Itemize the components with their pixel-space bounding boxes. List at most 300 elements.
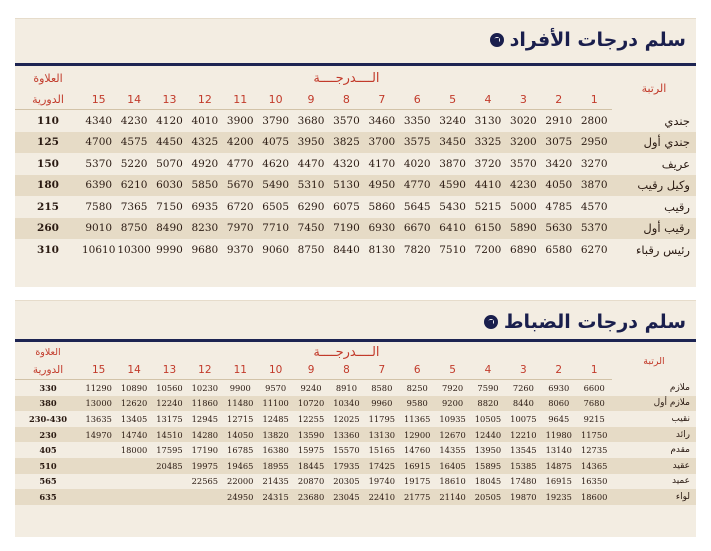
salary-cell: 19870 xyxy=(506,489,541,505)
salary-cell: 12945 xyxy=(191,413,219,424)
grade-number: 5 xyxy=(435,361,470,380)
salary-cell: 6075 xyxy=(333,200,360,213)
salary-cell: 4020 xyxy=(403,157,431,170)
rank-header: الرتبة xyxy=(643,355,665,367)
salary-cell: 12240 xyxy=(152,396,187,412)
grade-number: 7 xyxy=(364,89,399,110)
salary-cell: 19175 xyxy=(404,476,431,487)
grade-number: 12 xyxy=(187,361,222,380)
grade-number: 14 xyxy=(116,361,151,380)
salary-cell: 7970 xyxy=(223,218,258,240)
rank-cell: مقدم xyxy=(670,445,690,456)
salary-cell: 8490 xyxy=(152,218,187,240)
salary-cell: 6030 xyxy=(152,175,187,197)
salary-cell: 9010 xyxy=(81,218,116,240)
salary-cell: 13130 xyxy=(364,427,399,443)
rank-cell: عميد xyxy=(671,476,690,487)
salary-cell: 17935 xyxy=(329,458,364,474)
salary-cell: 4570 xyxy=(580,200,608,213)
salary-cell: 5850 xyxy=(187,175,222,197)
rank-cell: عريف xyxy=(661,156,690,171)
salary-cell: 6670 xyxy=(400,218,435,240)
salary-cell: 4170 xyxy=(368,157,396,170)
salary-cell: 4950 xyxy=(364,175,399,197)
salary-cell: 13635 xyxy=(85,413,112,424)
salary-cell: 6600 xyxy=(583,382,605,393)
salary-cell: 4050 xyxy=(541,175,576,197)
table-row xyxy=(15,175,696,197)
salary-cell: 15165 xyxy=(368,445,396,456)
salary-cell: 19465 xyxy=(223,458,258,474)
grade-number: 9 xyxy=(293,361,328,380)
rank-cell: عقيد xyxy=(612,458,696,474)
salary-cell: 14970 xyxy=(81,427,116,443)
grade-numbers-row xyxy=(15,89,696,110)
salary-cell xyxy=(81,458,116,474)
salary-cell: 3575 xyxy=(400,132,435,154)
grade-number: 5 xyxy=(435,89,470,110)
rank-cell: رئيس رقباء xyxy=(636,242,690,257)
salary-cell: 5630 xyxy=(541,218,576,240)
salary-cell xyxy=(152,474,187,490)
salary-cell: 11290 xyxy=(85,382,112,393)
grade-number: 10 xyxy=(258,361,293,380)
rank-cell: وكيل رقيب xyxy=(612,175,696,197)
title-divider xyxy=(15,63,696,66)
allowance-cell: 230 xyxy=(15,427,81,443)
grade-number: 7 xyxy=(364,361,399,380)
salary-cell: 5220 xyxy=(120,157,148,170)
rank-cell: رائد xyxy=(612,427,696,443)
salary-cell: 3570 xyxy=(510,157,537,170)
salary-cell: 20870 xyxy=(297,476,325,487)
salary-cell: 11980 xyxy=(541,427,576,443)
grade-number: 11 xyxy=(223,361,258,380)
salary-cell: 20485 xyxy=(152,458,187,474)
salary-cell: 8750 xyxy=(116,218,151,240)
salary-cell: 6270 xyxy=(580,243,608,256)
salary-cell: 4410 xyxy=(470,175,505,197)
salary-cell: 4230 xyxy=(120,114,148,127)
salary-cell: 4230 xyxy=(506,175,541,197)
salary-cell: 17425 xyxy=(364,458,399,474)
salary-cell: 6890 xyxy=(510,243,537,256)
salary-cell: 3900 xyxy=(226,114,254,127)
allowance-cell: 565 xyxy=(39,476,57,487)
salary-cell: 7590 xyxy=(477,382,499,393)
salary-cell: 6210 xyxy=(116,175,151,197)
grade-numbers-row xyxy=(15,361,696,380)
allowance-cell: 635 xyxy=(15,489,81,505)
salary-cell: 7190 xyxy=(329,218,364,240)
salary-cell: 17480 xyxy=(510,476,537,487)
salary-cell: 12620 xyxy=(116,396,151,412)
grade-number: 4 xyxy=(470,361,505,380)
individuals-table xyxy=(15,67,696,261)
salary-cell: 13140 xyxy=(545,445,572,456)
salary-cell: 6390 xyxy=(81,175,116,197)
salary-cell: 12440 xyxy=(470,427,505,443)
grade-number: 15 xyxy=(81,89,116,110)
grade-header: الــــدرجــــة xyxy=(313,344,380,360)
salary-cell: 9215 xyxy=(583,413,605,424)
salary-cell: 12210 xyxy=(506,427,541,443)
salary-cell: 11100 xyxy=(258,396,293,412)
salary-cell: 8580 xyxy=(371,382,393,393)
grade-number: 15 xyxy=(81,361,116,380)
salary-cell: 9570 xyxy=(265,382,287,393)
salary-cell: 8230 xyxy=(187,218,222,240)
salary-cell: 2800 xyxy=(580,114,608,127)
rank-cell: جندي xyxy=(664,113,690,128)
grade-number: 2 xyxy=(541,89,576,110)
grade-number: 9 xyxy=(293,89,328,110)
salary-cell: 6930 xyxy=(364,218,399,240)
table-row xyxy=(15,458,696,474)
salary-cell: 2910 xyxy=(545,114,573,127)
salary-cell: 9960 xyxy=(364,396,399,412)
allowance-header: العلاوة xyxy=(35,346,61,358)
salary-cell: 6720 xyxy=(226,200,254,213)
salary-cell: 8910 xyxy=(335,382,357,393)
salary-cell: 6930 xyxy=(548,382,570,393)
salary-cell: 10340 xyxy=(329,396,364,412)
grade-number: 3 xyxy=(506,361,541,380)
salary-cell: 3720 xyxy=(474,157,502,170)
allowance-header: العلاوة xyxy=(33,71,63,85)
salary-cell: 12255 xyxy=(297,413,325,424)
grade-number: 11 xyxy=(223,89,258,110)
grade-number: 10 xyxy=(258,89,293,110)
salary-cell: 14365 xyxy=(576,458,611,474)
salary-cell: 11860 xyxy=(187,396,222,412)
salary-cell: 9240 xyxy=(300,382,322,393)
salary-cell: 3790 xyxy=(262,114,290,127)
salary-cell: 5645 xyxy=(403,200,431,213)
salary-cell: 9060 xyxy=(262,243,290,256)
rank-cell: رقيب xyxy=(664,199,690,214)
grade-number: 6 xyxy=(400,361,435,380)
table-row xyxy=(15,489,696,505)
grade-number: 12 xyxy=(187,89,222,110)
salary-cell: 7260 xyxy=(512,382,534,393)
salary-cell: 14355 xyxy=(439,445,466,456)
salary-cell: 7510 xyxy=(439,243,466,256)
salary-cell: 6290 xyxy=(297,200,325,213)
salary-cell: 5310 xyxy=(293,175,328,197)
salary-cell: 12735 xyxy=(580,445,608,456)
salary-cell: 10075 xyxy=(510,413,537,424)
salary-cell: 18045 xyxy=(474,476,502,487)
salary-cell: 12715 xyxy=(227,413,254,424)
officers-scale-panel xyxy=(15,300,696,537)
salary-cell: 6150 xyxy=(470,218,505,240)
salary-cell: 16350 xyxy=(580,476,608,487)
salary-cell: 5430 xyxy=(439,200,466,213)
rank-cell: نقيب xyxy=(671,413,690,424)
salary-cell: 4325 xyxy=(187,132,222,154)
salary-cell: 23045 xyxy=(329,489,364,505)
salary-cell: 4575 xyxy=(116,132,151,154)
salary-cell: 4120 xyxy=(156,114,183,127)
salary-cell: 4770 xyxy=(226,157,254,170)
table-row xyxy=(15,442,696,458)
officers-title-row xyxy=(484,311,686,333)
salary-cell: 9990 xyxy=(156,243,183,256)
salary-cell: 16405 xyxy=(435,458,470,474)
grade-number: 3 xyxy=(506,89,541,110)
salary-cell: 4450 xyxy=(152,132,187,154)
salary-cell: 3460 xyxy=(368,114,396,127)
salary-cell: 22565 xyxy=(191,476,219,487)
salary-cell: 16915 xyxy=(400,458,435,474)
rank-cell: لواء xyxy=(612,489,696,505)
salary-cell: 13360 xyxy=(329,427,364,443)
salary-cell xyxy=(116,474,151,490)
salary-cell: 9680 xyxy=(191,243,219,256)
salary-cell: 18600 xyxy=(576,489,611,505)
salary-cell: 18955 xyxy=(258,458,293,474)
salary-cell: 8250 xyxy=(406,382,428,393)
salary-cell: 20505 xyxy=(470,489,505,505)
salary-cell: 10890 xyxy=(120,382,148,393)
salary-cell: 7580 xyxy=(85,200,113,213)
salary-cell: 4590 xyxy=(435,175,470,197)
table-row xyxy=(15,474,696,490)
salary-cell: 9200 xyxy=(435,396,470,412)
salary-cell: 9370 xyxy=(226,243,254,256)
salary-cell: 4470 xyxy=(297,157,325,170)
salary-cell: 7150 xyxy=(156,200,183,213)
salary-cell: 18445 xyxy=(293,458,328,474)
allowance-cell: 510 xyxy=(15,458,81,474)
header-row xyxy=(15,343,696,361)
salary-cell: 8060 xyxy=(541,396,576,412)
salary-cell xyxy=(187,489,222,505)
salary-cell: 4075 xyxy=(258,132,293,154)
salary-cell: 5670 xyxy=(223,175,258,197)
grade-number: 1 xyxy=(576,361,611,380)
salary-cell: 22000 xyxy=(227,476,254,487)
salary-cell: 21435 xyxy=(262,476,289,487)
salary-cell: 6505 xyxy=(262,200,290,213)
salary-cell: 8440 xyxy=(333,243,360,256)
salary-cell: 14280 xyxy=(187,427,222,443)
allowance-cell: 215 xyxy=(37,200,59,213)
table-row xyxy=(15,380,696,396)
salary-cell: 20305 xyxy=(333,476,360,487)
salary-cell: 9580 xyxy=(400,396,435,412)
salary-cell: 13545 xyxy=(510,445,537,456)
salary-cell xyxy=(81,489,116,505)
salary-cell: 10560 xyxy=(156,382,183,393)
salary-cell: 13820 xyxy=(258,427,293,443)
salary-cell: 5000 xyxy=(510,200,537,213)
salary-cell: 7680 xyxy=(576,396,611,412)
table-row xyxy=(15,411,696,427)
salary-cell: 3240 xyxy=(439,114,466,127)
salary-cell: 16785 xyxy=(227,445,254,456)
salary-cell: 2950 xyxy=(576,132,611,154)
grade-number: 13 xyxy=(152,361,187,380)
salary-cell: 3870 xyxy=(439,157,466,170)
salary-cell: 12900 xyxy=(400,427,435,443)
salary-cell xyxy=(152,489,187,505)
salary-cell: 17595 xyxy=(156,445,183,456)
salary-cell: 21775 xyxy=(400,489,435,505)
grade-number: 13 xyxy=(152,89,187,110)
individuals-title-row xyxy=(490,29,686,51)
salary-cell: 3350 xyxy=(403,114,431,127)
salary-cell: 21140 xyxy=(435,489,470,505)
salary-cell: 4700 xyxy=(81,132,116,154)
salary-cell: 3870 xyxy=(576,175,611,197)
salary-cell: 6935 xyxy=(191,200,219,213)
salary-cell: 23680 xyxy=(293,489,328,505)
salary-cell: 3825 xyxy=(329,132,364,154)
salary-cell: 10505 xyxy=(474,413,502,424)
table-row xyxy=(15,427,696,443)
table-row xyxy=(15,396,696,412)
grade-number: 4 xyxy=(470,89,505,110)
salary-cell: 5130 xyxy=(329,175,364,197)
salary-cell: 5890 xyxy=(506,218,541,240)
allowance-header-sub: الدورية xyxy=(15,361,81,380)
salary-cell: 15895 xyxy=(470,458,505,474)
salary-cell: 14050 xyxy=(223,427,258,443)
salary-cell: 9645 xyxy=(548,413,570,424)
allowance-cell: 125 xyxy=(15,132,81,154)
salary-cell: 9900 xyxy=(229,382,251,393)
salary-cell xyxy=(116,458,151,474)
salary-cell: 15385 xyxy=(506,458,541,474)
salary-cell: 11480 xyxy=(223,396,258,412)
salary-cell: 14875 xyxy=(541,458,576,474)
salary-cell: 3680 xyxy=(297,114,325,127)
grade-number: 1 xyxy=(576,89,611,110)
salary-cell: 10720 xyxy=(293,396,328,412)
allowance-cell: 260 xyxy=(15,218,81,240)
salary-cell: 19975 xyxy=(187,458,222,474)
salary-cell: 11365 xyxy=(404,413,431,424)
allowance-cell: 310 xyxy=(37,243,59,256)
title-bullet-icon xyxy=(490,33,504,47)
title-bullet-icon xyxy=(484,315,498,329)
salary-cell: 16380 xyxy=(262,445,289,456)
rank-cell: ملازم أول xyxy=(612,396,696,412)
salary-cell: 10300 xyxy=(117,243,151,256)
table-row xyxy=(15,110,696,132)
salary-cell: 8130 xyxy=(368,243,396,256)
table-row xyxy=(15,239,696,261)
salary-cell: 24315 xyxy=(258,489,293,505)
individuals-scale-panel xyxy=(15,18,696,287)
allowance-cell: 380 xyxy=(15,396,81,412)
salary-cell: 7820 xyxy=(403,243,431,256)
salary-cell: 3950 xyxy=(293,132,328,154)
salary-cell: 10610 xyxy=(81,243,116,256)
salary-cell: 18000 xyxy=(120,445,148,456)
officers-title: سلم درجات الضباط xyxy=(503,311,686,333)
table-row xyxy=(15,153,696,175)
table-row xyxy=(15,218,696,240)
allowance-cell: 230-430 xyxy=(28,413,68,424)
salary-cell: 12485 xyxy=(262,413,289,424)
salary-cell: 5860 xyxy=(368,200,396,213)
salary-cell: 13950 xyxy=(474,445,502,456)
salary-cell: 15975 xyxy=(297,445,325,456)
salary-cell xyxy=(81,442,116,458)
salary-cell: 12670 xyxy=(435,427,470,443)
salary-cell: 3200 xyxy=(506,132,541,154)
salary-cell: 8440 xyxy=(506,396,541,412)
salary-cell: 3450 xyxy=(435,132,470,154)
salary-cell: 10935 xyxy=(439,413,466,424)
salary-cell: 5490 xyxy=(258,175,293,197)
grade-number: 14 xyxy=(116,89,151,110)
rank-cell: جندي أول xyxy=(612,132,696,154)
salary-cell: 16915 xyxy=(545,476,572,487)
salary-cell: 7710 xyxy=(258,218,293,240)
grade-number: 8 xyxy=(329,361,364,380)
salary-cell: 14740 xyxy=(116,427,151,443)
salary-cell: 14760 xyxy=(404,445,431,456)
salary-cell: 7450 xyxy=(293,218,328,240)
salary-cell: 24950 xyxy=(223,489,258,505)
salary-cell: 4200 xyxy=(223,132,258,154)
title-divider xyxy=(15,339,696,342)
salary-cell: 6410 xyxy=(435,218,470,240)
salary-cell: 5070 xyxy=(156,157,183,170)
allowance-header-sub: الدورية xyxy=(15,89,81,110)
salary-cell: 18610 xyxy=(439,476,466,487)
salary-cell: 3570 xyxy=(333,114,360,127)
header-row xyxy=(15,67,696,89)
salary-cell: 4320 xyxy=(333,157,360,170)
table-row xyxy=(15,132,696,154)
salary-cell: 3420 xyxy=(545,157,573,170)
table-row xyxy=(15,196,696,218)
salary-cell: 3325 xyxy=(470,132,505,154)
rank-cell: ملازم xyxy=(669,382,690,393)
salary-cell: 8750 xyxy=(297,243,325,256)
grade-number: 2 xyxy=(541,361,576,380)
officers-table xyxy=(15,343,696,505)
salary-cell: 19235 xyxy=(541,489,576,505)
allowance-cell: 150 xyxy=(37,157,59,170)
grade-header: الــــدرجــــة xyxy=(313,70,380,86)
grade-number: 6 xyxy=(400,89,435,110)
rank-header: الرتبة xyxy=(641,81,667,95)
salary-cell: 6580 xyxy=(545,243,573,256)
salary-cell: 3075 xyxy=(541,132,576,154)
salary-cell: 5370 xyxy=(576,218,611,240)
salary-cell: 11795 xyxy=(368,413,396,424)
salary-cell xyxy=(81,474,116,490)
salary-cell: 4920 xyxy=(191,157,219,170)
salary-cell: 7920 xyxy=(442,382,464,393)
individuals-title: سلم درجات الأفراد xyxy=(509,29,686,51)
salary-cell: 15570 xyxy=(333,445,360,456)
salary-cell: 7365 xyxy=(120,200,148,213)
salary-cell: 3270 xyxy=(580,157,608,170)
salary-cell xyxy=(116,489,151,505)
salary-cell: 5370 xyxy=(85,157,113,170)
rank-cell: رقيب أول xyxy=(612,218,696,240)
salary-cell: 3130 xyxy=(474,114,502,127)
salary-cell: 4785 xyxy=(545,200,573,213)
allowance-cell: 110 xyxy=(37,114,59,127)
